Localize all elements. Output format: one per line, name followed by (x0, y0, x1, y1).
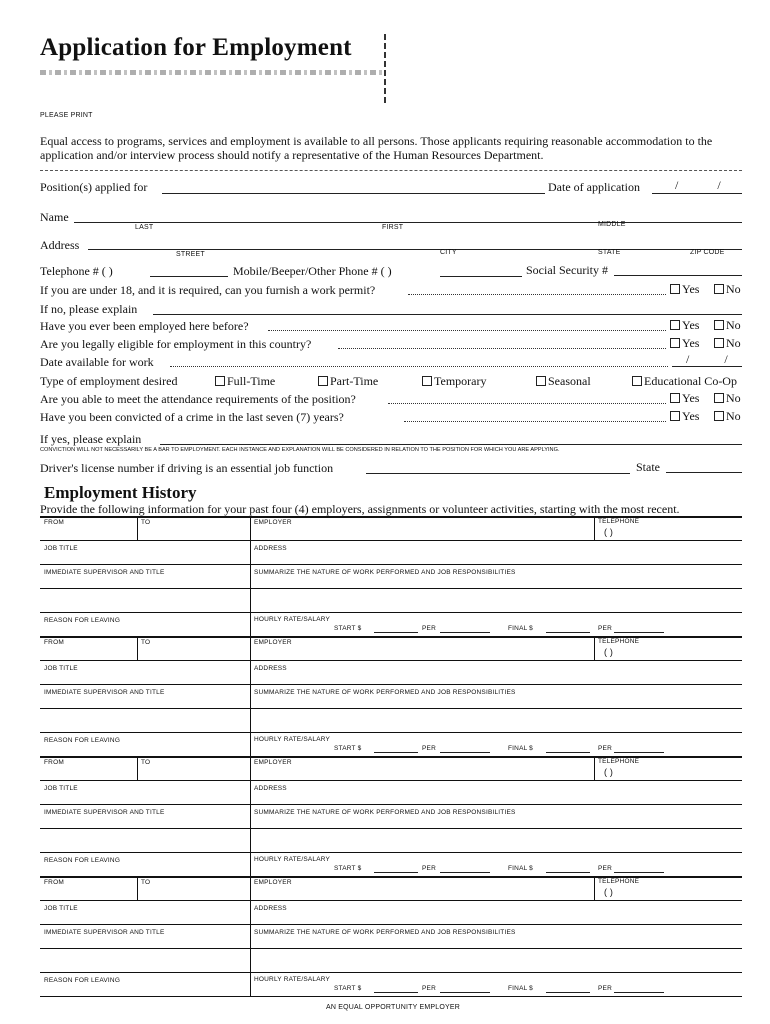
license-label: Driver's license number if driving is an essential job function (40, 461, 334, 475)
employer-2-per-field[interactable] (440, 752, 490, 753)
date-slashes: / / (675, 178, 739, 192)
coop-label: Educational Co-Op (644, 374, 737, 388)
date-of-application-field[interactable] (652, 193, 742, 194)
employer-1-address-field[interactable]: ADDRESS (254, 545, 287, 552)
employer-4-row-rule (40, 948, 742, 949)
checkbox[interactable] (670, 411, 680, 421)
checkbox[interactable] (670, 338, 680, 348)
employer-2-final-per-label: PER (598, 745, 612, 752)
checkbox[interactable] (714, 284, 724, 294)
employer-2-row-rule (40, 732, 742, 733)
employer-1-column-divider (250, 516, 251, 636)
employer-2-row-rule (40, 708, 742, 709)
city-caption: CITY (440, 249, 457, 256)
employer-2-row-rule (40, 684, 742, 685)
employer-4-job-title-field[interactable]: JOB TITLE (44, 905, 78, 912)
mobile-field[interactable] (440, 276, 522, 277)
mobile-label: Mobile/Beeper/Other Phone # ( ) (233, 264, 392, 278)
employer-4-final-field[interactable] (546, 992, 590, 993)
employer-3-final-field[interactable] (546, 872, 590, 873)
street-caption: STREET (176, 251, 205, 258)
dot-leader (408, 294, 666, 295)
employer-1-final-per-label: PER (598, 625, 612, 632)
employer-2-supervisor-field[interactable]: IMMEDIATE SUPERVISOR AND TITLE (44, 689, 165, 696)
yes-label: Yes (682, 336, 700, 350)
please-print: PLEASE PRINT (40, 112, 93, 119)
employer-3-final-per-label: PER (598, 865, 612, 872)
checkbox[interactable] (714, 338, 724, 348)
yes-label: Yes (682, 318, 700, 332)
employer-1-job-title-field[interactable]: JOB TITLE (44, 545, 78, 552)
employer-3-employer-field[interactable]: EMPLOYER (254, 759, 292, 766)
attendance-yes[interactable] (670, 391, 699, 406)
employer-1-row-rule (40, 540, 742, 541)
employer-4-per-label: PER (422, 985, 436, 992)
employer-1-row-rule (40, 588, 742, 589)
coop-option[interactable] (632, 374, 737, 389)
employer-4-column-divider (250, 876, 251, 996)
checkbox[interactable] (714, 320, 724, 330)
full-time-option[interactable] (215, 374, 275, 389)
equal-access-notice: Equal access to programs, services and employment is available to all persons. Those applicants requiring reasonable accommodation to the application and/or interview process should notify a representative of the Human Resources Department. (40, 134, 713, 162)
part-time-label: Part-Time (330, 374, 379, 388)
employer-1-summary-field[interactable]: SUMMARIZE THE NATURE OF WORK PERFORMED AND JOB RESPONSIBILITIES (254, 569, 516, 576)
address-label: Address (40, 238, 80, 252)
employer-3-start-label: START $ (334, 865, 362, 872)
checkbox[interactable] (714, 393, 724, 403)
page-title: Application for Employment (40, 34, 352, 61)
employer-4-row-rule (40, 972, 742, 973)
employer-4-address-field[interactable]: ADDRESS (254, 905, 287, 912)
position-label: Position(s) applied for (40, 180, 148, 194)
employer-1-from-to-divider (137, 516, 138, 540)
under18-label: If you are under 18, and it is required, can you furnish a work permit? (40, 283, 376, 297)
checkbox[interactable] (632, 376, 642, 386)
employer-1-start-label: START $ (334, 625, 362, 632)
employer-4-telephone-divider (594, 876, 595, 900)
employer-3-reason-field[interactable]: REASON FOR LEAVING (44, 857, 121, 864)
dot-leader (338, 348, 666, 349)
no-label: No (726, 409, 741, 423)
license-state-label: State (636, 460, 660, 474)
employed-before-yes[interactable] (670, 318, 699, 333)
employer-2-from-to-divider (137, 636, 138, 660)
telephone-field[interactable] (150, 276, 228, 277)
employer-2-start-field[interactable] (374, 752, 418, 753)
employer-2-address-field[interactable]: ADDRESS (254, 665, 287, 672)
employer-3-to-field[interactable]: TO (141, 759, 151, 766)
license-field[interactable] (366, 473, 630, 474)
name-label: Name (40, 210, 69, 224)
middle-caption: MIDDLE (598, 221, 626, 228)
checkbox[interactable] (215, 376, 225, 386)
date-available-label: Date available for work (40, 355, 154, 369)
employer-2-final-per-field[interactable] (614, 752, 664, 753)
date-slashes: / / (686, 352, 744, 366)
eligible-yes[interactable] (670, 336, 699, 351)
employer-1-supervisor-field[interactable]: IMMEDIATE SUPERVISOR AND TITLE (44, 569, 165, 576)
checkbox[interactable] (670, 284, 680, 294)
employer-3-row-rule (40, 852, 742, 853)
employed-before-label: Have you ever been employed here before? (40, 319, 249, 333)
employer-1-telephone-field[interactable]: TELEPHONE (598, 518, 640, 525)
employer-3-job-title-field[interactable]: JOB TITLE (44, 785, 78, 792)
employer-1-final-per-field[interactable] (614, 632, 664, 633)
employer-3-final-label: FINAL $ (508, 865, 534, 872)
checkbox[interactable] (422, 376, 432, 386)
attendance-label: Are you able to meet the attendance requirements of the position? (40, 392, 356, 406)
employer-4-start-field[interactable] (374, 992, 418, 993)
employer-1-from-field[interactable]: FROM (44, 519, 64, 526)
employer-4-telephone-parens: ( ) (604, 887, 614, 897)
employer-4-row-rule (40, 996, 742, 997)
employer-2-reason-field[interactable]: REASON FOR LEAVING (44, 737, 121, 744)
employer-3-final-per-field[interactable] (614, 872, 664, 873)
employer-3-per-label: PER (422, 865, 436, 872)
employer-4-reason-field[interactable]: REASON FOR LEAVING (44, 977, 121, 984)
under18-yes[interactable] (670, 282, 699, 297)
no-label: No (726, 318, 741, 332)
employer-4-row-rule (40, 924, 742, 925)
checkbox[interactable] (536, 376, 546, 386)
checkbox[interactable] (318, 376, 328, 386)
employer-2-employer-field[interactable]: EMPLOYER (254, 639, 292, 646)
state-caption: STATE (598, 249, 621, 256)
employer-1-telephone-parens: ( ) (604, 527, 614, 537)
convicted-label: Have you been convicted of a crime in the last seven (7) years? (40, 410, 344, 424)
employer-1-final-label: FINAL $ (508, 625, 534, 632)
no-label: No (726, 282, 741, 296)
employer-2-final-label: FINAL $ (508, 745, 534, 752)
divider (40, 170, 742, 171)
employment-instructions: Provide the following information for your past four (4) employers, assignments or volunteer activities, starting with the most recent. (40, 502, 680, 516)
employer-1-employer-field[interactable]: EMPLOYER (254, 519, 292, 526)
employer-3-row-rule (40, 780, 742, 781)
full-time-label: Full-Time (227, 374, 276, 388)
dot-leader (268, 330, 666, 331)
first-caption: FIRST (382, 224, 404, 231)
employer-2-row-rule (40, 660, 742, 661)
temporary-label: Temporary (434, 374, 487, 388)
employer-2-start-label: START $ (334, 745, 362, 752)
employer-2-telephone-parens: ( ) (604, 647, 614, 657)
name-field[interactable] (74, 222, 742, 223)
employer-4-start-label: START $ (334, 985, 362, 992)
employer-3-from-to-divider (137, 756, 138, 780)
ssn-field[interactable] (614, 275, 742, 276)
ifno-label: If no, please explain (40, 302, 138, 316)
ifno-field[interactable] (153, 314, 742, 315)
date-of-application-label: Date of application (548, 180, 640, 194)
employer-2-telephone-field[interactable]: TELEPHONE (598, 638, 640, 645)
employer-3-from-field[interactable]: FROM (44, 759, 64, 766)
employer-4-final-per-label: PER (598, 985, 612, 992)
employer-2-from-field[interactable]: FROM (44, 639, 64, 646)
employer-3-row-rule (40, 828, 742, 829)
decorative-rule (40, 70, 385, 75)
eoe-footer: AN EQUAL OPPORTUNITY EMPLOYER (326, 1004, 461, 1011)
license-state-field[interactable] (666, 472, 742, 473)
conviction-note: CONVICTION WILL NOT NECESSARILY BE A BAR TO EMPLOYMENT. EACH INSTANCE AND EXPLANATION WILL BE CONSIDERED IN RELATION TO THE POSITION FOR WHICH YOU ARE APPLYING. (40, 447, 560, 453)
employer-3-address-field[interactable]: ADDRESS (254, 785, 287, 792)
ifyes-field[interactable] (160, 444, 742, 445)
dot-leader (170, 366, 668, 367)
employer-4-final-label: FINAL $ (508, 985, 534, 992)
employer-3-per-field[interactable] (440, 872, 490, 873)
employer-4-employer-field[interactable]: EMPLOYER (254, 879, 292, 886)
employer-1-per-field[interactable] (440, 632, 490, 633)
yes-label: Yes (682, 282, 700, 296)
employer-4-summary-field[interactable]: SUMMARIZE THE NATURE OF WORK PERFORMED AND JOB RESPONSIBILITIES (254, 929, 516, 936)
employer-2-summary-field[interactable]: SUMMARIZE THE NATURE OF WORK PERFORMED AND JOB RESPONSIBILITIES (254, 689, 516, 696)
address-field[interactable] (88, 249, 742, 250)
employer-3-telephone-divider (594, 756, 595, 780)
employer-3-telephone-field[interactable]: TELEPHONE (598, 758, 640, 765)
employer-2-job-title-field[interactable]: JOB TITLE (44, 665, 78, 672)
last-caption: LAST (135, 224, 154, 231)
checkbox[interactable] (670, 393, 680, 403)
employer-2-per-label: PER (422, 745, 436, 752)
employer-1-start-field[interactable] (374, 632, 418, 633)
ifyes-label: If yes, please explain (40, 432, 142, 446)
dot-leader (388, 403, 666, 404)
yes-label: Yes (682, 409, 700, 423)
employer-4-supervisor-field[interactable]: IMMEDIATE SUPERVISOR AND TITLE (44, 929, 165, 936)
employer-4-from-to-divider (137, 876, 138, 900)
employer-3-row-rule (40, 804, 742, 805)
employer-4-row-rule (40, 900, 742, 901)
eligible-no[interactable] (714, 336, 741, 351)
decorative-bar (384, 34, 386, 104)
employer-1-hourly-label: HOURLY RATE/SALARY (254, 616, 331, 623)
eligible-label: Are you legally eligible for employment in this country? (40, 337, 312, 351)
dot-leader (404, 421, 666, 422)
no-label: No (726, 391, 741, 405)
under18-no[interactable] (714, 282, 741, 297)
employer-1-telephone-divider (594, 516, 595, 540)
type-label: Type of employment desired (40, 374, 178, 388)
employment-history-heading: Employment History (44, 483, 197, 502)
employer-3-hourly-label: HOURLY RATE/SALARY (254, 856, 331, 863)
employer-1-per-label: PER (422, 625, 436, 632)
attendance-no[interactable] (714, 391, 741, 406)
seasonal-label: Seasonal (548, 374, 591, 388)
employer-4-from-field[interactable]: FROM (44, 879, 64, 886)
convicted-yes[interactable] (670, 409, 699, 424)
employer-3-supervisor-field[interactable]: IMMEDIATE SUPERVISOR AND TITLE (44, 809, 165, 816)
employer-3-column-divider (250, 756, 251, 876)
seasonal-option[interactable] (536, 374, 591, 389)
temporary-option[interactable] (422, 374, 486, 389)
telephone-label: Telephone # ( ) (40, 264, 113, 278)
yes-label: Yes (682, 391, 700, 405)
employer-4-to-field[interactable]: TO (141, 879, 151, 886)
no-label: No (726, 336, 741, 350)
checkbox[interactable] (670, 320, 680, 330)
employer-4-final-per-field[interactable] (614, 992, 664, 993)
employer-2-to-field[interactable]: TO (141, 639, 151, 646)
employer-3-summary-field[interactable]: SUMMARIZE THE NATURE OF WORK PERFORMED AND JOB RESPONSIBILITIES (254, 809, 516, 816)
convicted-no[interactable] (714, 409, 741, 424)
employer-2-final-field[interactable] (546, 752, 590, 753)
employer-4-per-field[interactable] (440, 992, 490, 993)
employer-1-final-field[interactable] (546, 632, 590, 633)
employer-1-to-field[interactable]: TO (141, 519, 151, 526)
employer-3-start-field[interactable] (374, 872, 418, 873)
employer-1-row-rule (40, 564, 742, 565)
employer-2-column-divider (250, 636, 251, 756)
employer-1-reason-field[interactable]: REASON FOR LEAVING (44, 617, 121, 624)
checkbox[interactable] (714, 411, 724, 421)
employer-2-hourly-label: HOURLY RATE/SALARY (254, 736, 331, 743)
ssn-label: Social Security # (526, 263, 608, 277)
position-field[interactable] (162, 193, 545, 194)
employed-before-no[interactable] (714, 318, 741, 333)
employer-3-telephone-parens: ( ) (604, 767, 614, 777)
employer-2-telephone-divider (594, 636, 595, 660)
zip-caption: ZIP CODE (690, 249, 725, 256)
employer-4-hourly-label: HOURLY RATE/SALARY (254, 976, 331, 983)
employer-4-telephone-field[interactable]: TELEPHONE (598, 878, 640, 885)
employer-1-row-rule (40, 612, 742, 613)
part-time-option[interactable] (318, 374, 378, 389)
